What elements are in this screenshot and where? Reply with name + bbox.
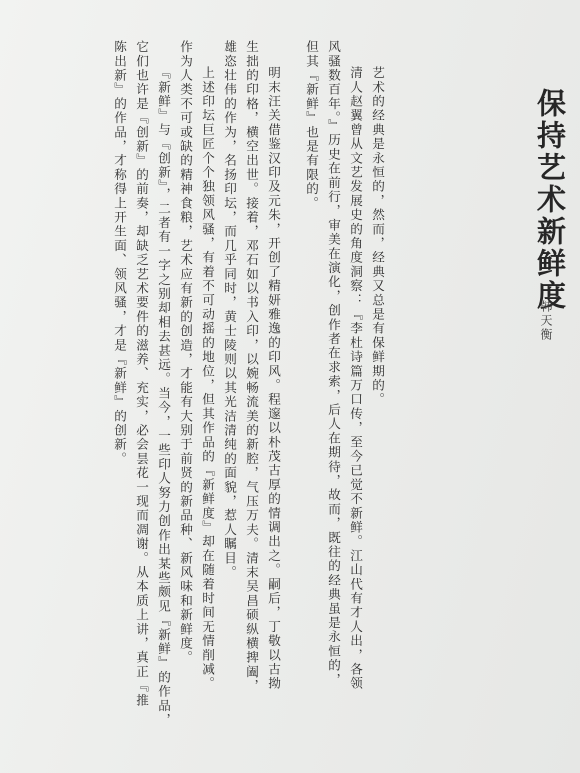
paragraph-gap	[284, 40, 300, 740]
text-column: 但其『新鲜』也是有限的。	[304, 40, 319, 211]
text-column: 明末汪关借鉴汉印及元朱，开创了精妍雅逸的印风。程邃以朴茂古厚的情调出之。嗣后，丁敬以古拗	[266, 66, 281, 691]
text-column: 生拙的印格，横空出世。接着，邓石如以书入印，以婉畅流美的新腔，气压万夫。清末吴昌硕纵横捭阖，	[244, 40, 259, 694]
article-body	[18, 40, 388, 740]
text-column: 艺术的经典是永恒的，然而，经典又总是有保鲜期的。	[370, 66, 385, 407]
text-column: 『新鲜』与『创新』，二者有一字之别却相去甚远。当今，一些印人努力创作出某些颇见『新鲜』的作品，	[156, 66, 171, 728]
article-title: 保持艺术新鲜度	[533, 88, 567, 312]
text-column: 雄恣壮伟的作为，名扬印坛，而几乎同时，黄士陵则以其光洁清纯的面貌，惹人瞩目。	[222, 40, 237, 580]
article-author: 韩天衡	[539, 300, 553, 342]
text-column: 作为人类不可或缺的精神食粮，艺术应有新的创造，才能有大别于前贤的新品种、新风味和新鲜度。	[178, 40, 193, 665]
text-column: 陈出新』的作品，才称得上开生面、领风骚，才是『新鲜』的创新。	[112, 40, 127, 466]
text-column: 上述印坛巨匠个个独领风骚，有着不可动摇的地位，但其作品的『新鲜度』却在随着时间无情削减。	[200, 66, 215, 691]
text-column: 它们也许是『创新』的前奏，却缺乏艺术要件的滋养、充实，必会昙花一现而凋谢。从本质上讲，真正『推	[134, 40, 149, 708]
text-column: 清人赵翼曾从文艺发展史的角度洞察：『李杜诗篇万口传，至今已觉不新鲜。江山代有才人出，各领	[348, 66, 363, 691]
text-column: 风骚数百年。』历史在前行，审美在演化，创作者在求索，后人在期待，故而，既往的经典虽是永恒的，	[326, 40, 341, 687]
